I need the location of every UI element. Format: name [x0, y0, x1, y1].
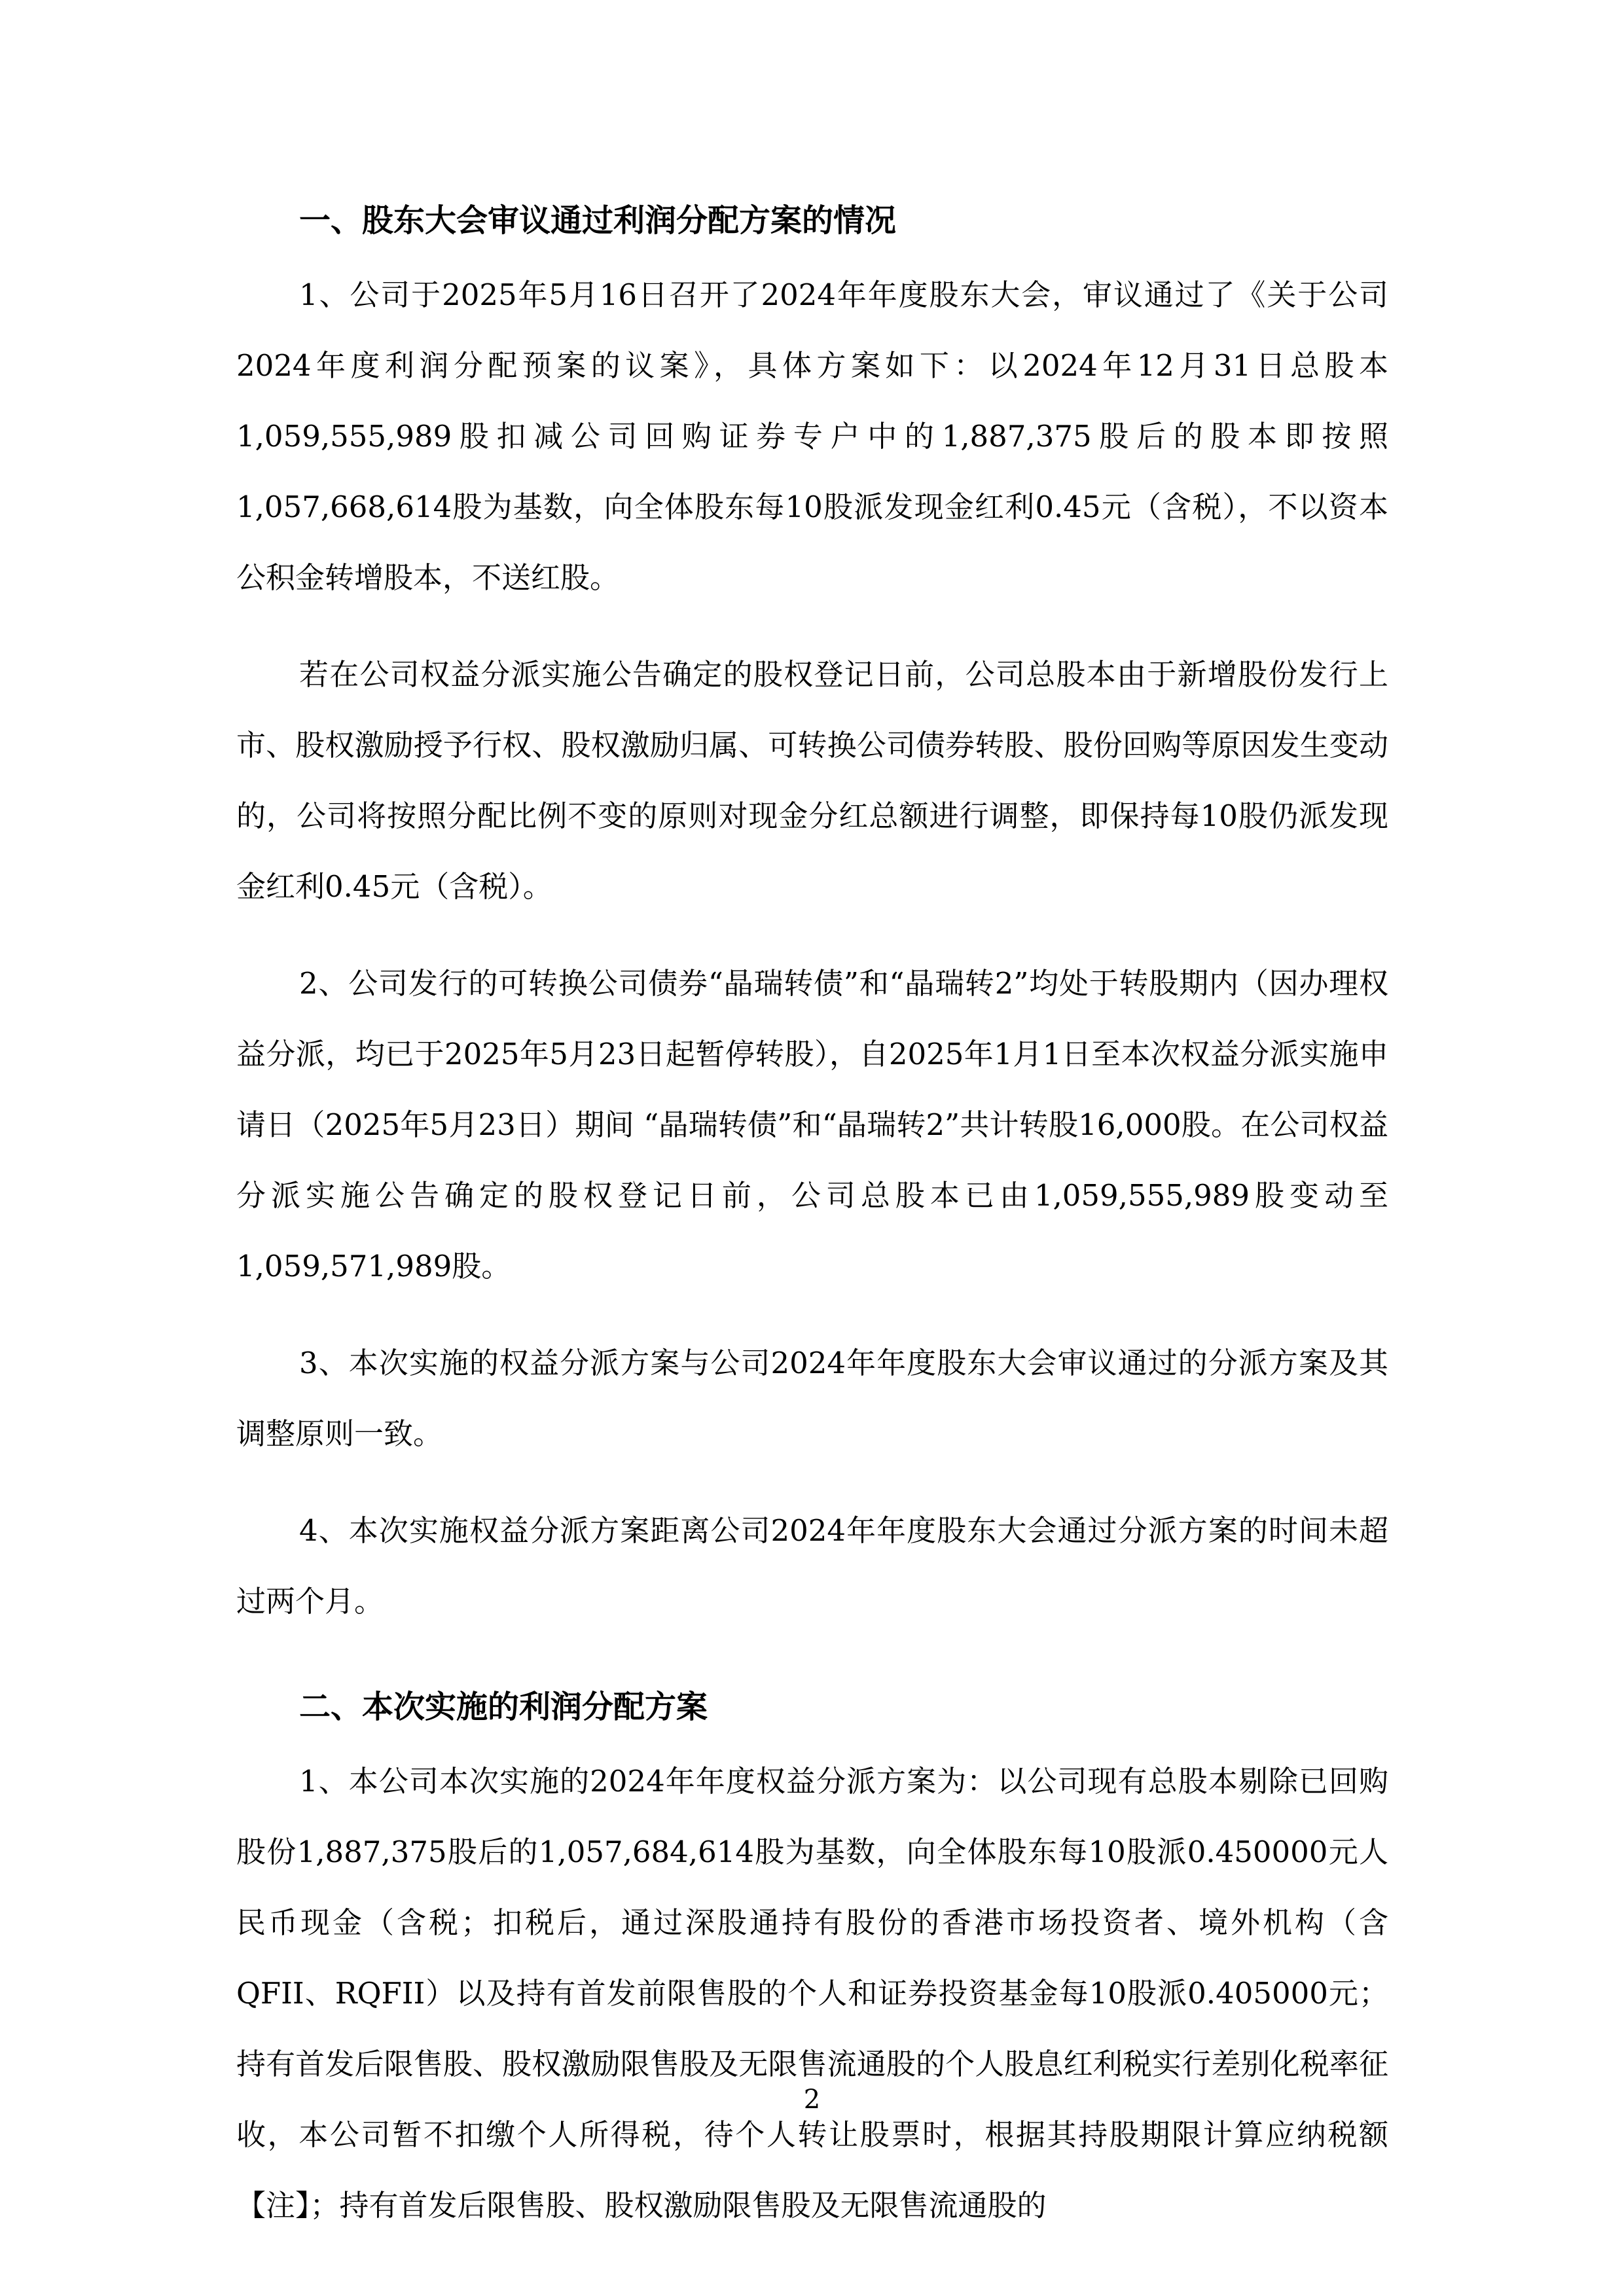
section-1-paragraph-4: 3、本次实施的权益分派方案与公司2024年年度股东大会审议通过的分派方案及其调整原则一致。: [236, 1346, 1388, 1451]
section-1-heading: 一、股东大会审议通过利润分配方案的情况: [299, 202, 897, 239]
section-1-paragraph-2: 若在公司权益分派实施公告确定的股权登记日前，公司总股本由于新增股份发行上市、股权激励授予行权、股权激励归属、可转换公司债券转股、股份回购等原因发生变动的，公司将按照分配比例不变的原则对现金分红总额进行调整，即保持每10股仍派发现金红利0.45元（含税）。: [236, 657, 1388, 904]
page-body: [236, 196, 1388, 2241]
section-1-paragraph-5: 4、本次实施权益分派方案距离公司2024年年度股东大会通过分派方案的时间未超过两个月。: [236, 1513, 1388, 1619]
section-1-paragraph-1: 1、公司于2025年5月16日召开了2024年年度股东大会，审议通过了《关于公司2024年度利润分配预案的议案》，具体方案如下：以2024年12月31日总股本1,059,555,989股扣减公司回购证券专户中的1,887,375股后的股本即按照1,057,668,614股为基数，向全体股东每10股派发现金红利0.45元（含税），不以资本公积金转增股本，不送红股。: [236, 278, 1388, 595]
page-number: 2: [803, 2085, 821, 2115]
section-2-paragraph-1: 1、本公司本次实施的2024年年度权益分派方案为：以公司现有总股本剔除已回购股份1,887,375股后的1,057,684,614股为基数，向全体股东每10股派0.450000元人民币现金（含税；扣税后，通过深股通持有股份的香港市场投资者、境外机构（含QFII、RQFII）以及持有首发前限售股的个人和证券投资基金每10股派0.405000元；持有首发后限售股、股权激励限售股及无限售流通股的个人股息红利税实行差别化税率征收，本公司暂不扣缴个人所得税，待个人转让股票时，根据其持股期限计算应纳税额【注】；持有首发后限售股、股权激励限售股及无限售流通股的: [236, 1764, 1388, 2223]
section-2-heading: 二、本次实施的利润分配方案: [299, 1689, 708, 1725]
section-1-paragraph-3: 2、公司发行的可转换公司债券“晶瑞转债”和“晶瑞转2”均处于转股期内（因办理权益分派，均已于2025年5月23日起暂停转股），自2025年1月1日至本次权益分派实施申请日（2025年5月23日）期间 “晶瑞转债”和“晶瑞转2”共计转股16,000股。在公司权益分派实施公告确定的股权登记日前，公司总股本已由1,059,555,989股变动至1,059,571,989股。: [236, 966, 1388, 1283]
